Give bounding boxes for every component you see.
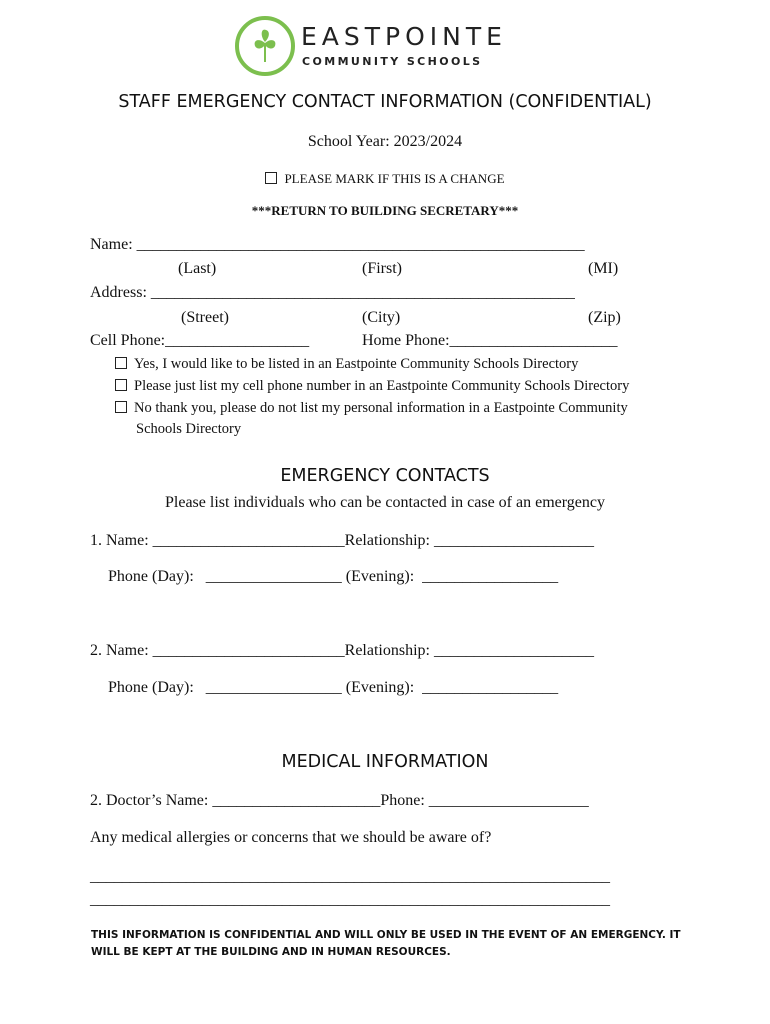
directory-option-cell-only[interactable] bbox=[115, 378, 629, 395]
confidentiality-notice-line-1: THIS INFORMATION IS CONFIDENTIAL AND WILL ONLY BE USED IN THE EVENT OF AN EMERGENCY. IT bbox=[91, 929, 681, 941]
contact1-name-field[interactable]: 1. Name: ________________________Relationship: ____________________ bbox=[90, 532, 594, 549]
name-last-label: (Last) bbox=[178, 260, 217, 277]
allergies-question: Any medical allergies or concerns that we should be aware of? bbox=[90, 829, 492, 846]
directory-cell-label: Please just list my cell phone number in an Eastpointe Community Schools Directory bbox=[134, 378, 630, 394]
name-first-label: (First) bbox=[362, 260, 402, 277]
directory-option-yes[interactable] bbox=[115, 356, 578, 373]
allergies-line-2[interactable]: _________________________________________________________________ bbox=[90, 891, 610, 908]
logo bbox=[235, 16, 507, 78]
confidentiality-notice bbox=[91, 927, 691, 961]
home-phone-field[interactable]: Home Phone:_____________________ bbox=[362, 332, 618, 349]
medical-heading: MEDICAL INFORMATION bbox=[281, 752, 489, 772]
school-year: School Year: 2023/2024 bbox=[307, 133, 463, 150]
directory-yes-checkbox[interactable] bbox=[115, 357, 127, 369]
contact1-phone-field[interactable]: Phone (Day): _________________ (Evening): _________________ bbox=[108, 568, 559, 585]
contact2-name-field[interactable]: 2. Name: ________________________Relationship: ____________________ bbox=[90, 642, 594, 659]
emergency-intro: Please list individuals who can be contacted in case of an emergency bbox=[165, 494, 605, 511]
allergies-line-1[interactable]: _________________________________________________________________ bbox=[90, 868, 610, 885]
address-street-label: (Street) bbox=[181, 309, 229, 326]
logo-name: EASTPOINTE bbox=[301, 22, 507, 51]
address-field[interactable]: Address: _____________________________________________________ bbox=[90, 284, 575, 301]
change-checkbox-label: PLEASE MARK IF THIS IS A CHANGE bbox=[284, 171, 505, 186]
contact2-phone-field[interactable]: Phone (Day): _________________ (Evening): _________________ bbox=[108, 679, 559, 696]
directory-no-label-continued: Schools Directory bbox=[136, 421, 242, 437]
name-mi-label: (MI) bbox=[588, 260, 619, 277]
return-note: ***RETURN TO BUILDING SECRETARY*** bbox=[251, 203, 519, 218]
doctor-field[interactable]: 2. Doctor’s Name: _____________________Phone: ____________________ bbox=[90, 792, 589, 809]
directory-no-label: No thank you, please do not list my personal information in a Eastpointe Community bbox=[134, 400, 628, 416]
directory-option-no[interactable] bbox=[115, 400, 628, 417]
shamrock-heart-icon bbox=[235, 16, 295, 76]
address-city-label: (City) bbox=[362, 309, 401, 326]
change-checkbox-row[interactable] bbox=[0, 171, 770, 187]
address-zip-label: (Zip) bbox=[588, 309, 621, 326]
cell-phone-field[interactable]: Cell Phone:__________________ bbox=[90, 332, 310, 349]
directory-yes-label: Yes, I would like to be listed in an Eastpointe Community Schools Directory bbox=[134, 356, 579, 372]
directory-no-checkbox[interactable] bbox=[115, 401, 127, 413]
confidentiality-notice-line-2: WILL BE KEPT AT THE BUILDING AND IN HUMAN RESOURCES. bbox=[91, 946, 451, 958]
directory-cell-checkbox[interactable] bbox=[115, 379, 127, 391]
emergency-heading: EMERGENCY CONTACTS bbox=[280, 466, 490, 486]
logo-subtitle: COMMUNITY SCHOOLS bbox=[302, 55, 483, 68]
name-field[interactable]: Name: ________________________________________________________ bbox=[90, 236, 585, 253]
page-title: STAFF EMERGENCY CONTACT INFORMATION (CONFIDENTIAL) bbox=[118, 92, 652, 112]
change-checkbox[interactable] bbox=[265, 172, 277, 184]
